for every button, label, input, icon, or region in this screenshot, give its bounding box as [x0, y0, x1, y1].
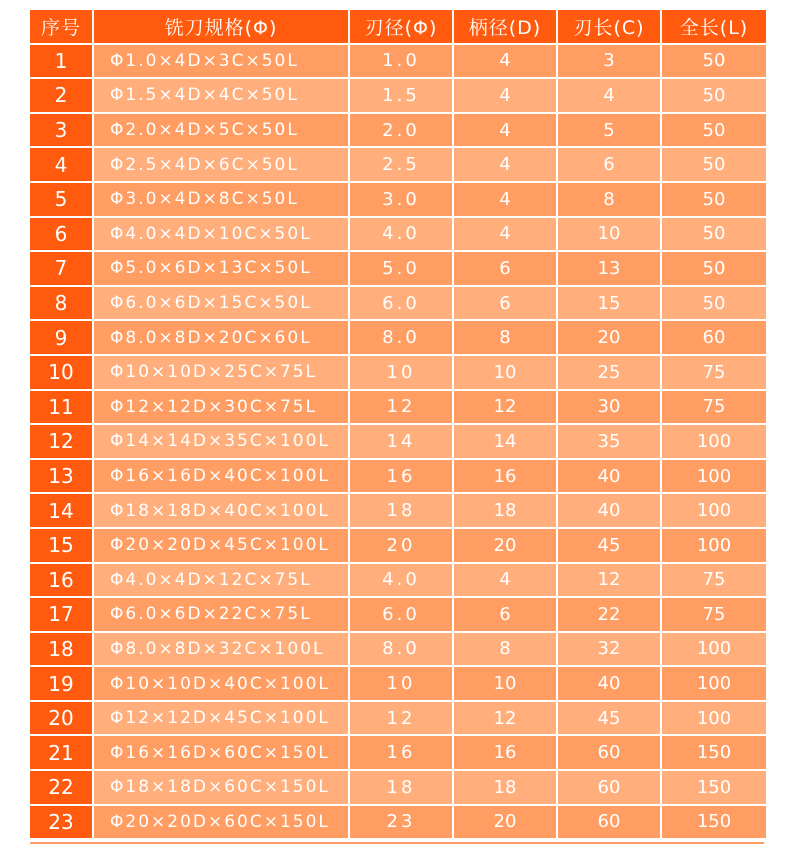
cell-spec: Φ16×16D×60C×150L	[94, 736, 348, 769]
cell-total-length: 100	[662, 494, 766, 527]
cell-total-length: 100	[662, 702, 766, 735]
cell-spec: Φ2.5×4D×6C×50L	[94, 148, 348, 181]
cell-total-length: 100	[662, 460, 766, 493]
table-row	[30, 321, 766, 354]
cell-shank-diameter: 12	[454, 702, 556, 735]
table-row	[30, 425, 766, 458]
cell-total-length: 100	[662, 529, 766, 562]
cell-total-length: 150	[662, 736, 766, 769]
cell-total-length: 150	[662, 771, 766, 804]
cell-blade-diameter: 23	[350, 806, 452, 839]
cell-total-length: 75	[662, 391, 766, 424]
milling-cutter-spec-table	[28, 8, 768, 840]
cell-shank-diameter: 6	[454, 287, 556, 320]
table-row	[30, 114, 766, 147]
table-row	[30, 252, 766, 285]
cell-blade-diameter: 3.0	[350, 183, 452, 216]
cell-shank-diameter: 12	[454, 391, 556, 424]
table-row	[30, 356, 766, 389]
table-row	[30, 771, 766, 804]
cell-spec: Φ14×14D×35C×100L	[94, 425, 348, 458]
header-shank-diameter: 柄径(D)	[454, 10, 556, 43]
cell-shank-diameter: 18	[454, 771, 556, 804]
cell-blade-diameter: 2.0	[350, 114, 452, 147]
table-row	[30, 529, 766, 562]
cell-total-length: 60	[662, 321, 766, 354]
cell-blade-length: 20	[558, 321, 660, 354]
cell-blade-diameter: 10	[350, 667, 452, 700]
cell-spec: Φ4.0×4D×12C×75L	[94, 564, 348, 597]
table-row	[30, 218, 766, 251]
table-row	[30, 564, 766, 597]
cell-shank-diameter: 4	[454, 79, 556, 112]
cell-spec: Φ3.0×4D×8C×50L	[94, 183, 348, 216]
cell-blade-diameter: 1.0	[350, 45, 452, 78]
cell-blade-diameter: 4.0	[350, 218, 452, 251]
header-index: 序号	[30, 10, 92, 43]
cell-blade-diameter: 8.0	[350, 633, 452, 666]
cell-total-length: 50	[662, 287, 766, 320]
cell-spec: Φ1.0×4D×3C×50L	[94, 45, 348, 78]
cell-index: 11	[30, 391, 92, 424]
table-row	[30, 667, 766, 700]
cell-spec: Φ12×12D×30C×75L	[94, 391, 348, 424]
cell-total-length: 75	[662, 356, 766, 389]
cell-spec: Φ16×16D×40C×100L	[94, 460, 348, 493]
cell-blade-length: 32	[558, 633, 660, 666]
cell-shank-diameter: 14	[454, 425, 556, 458]
cell-shank-diameter: 4	[454, 183, 556, 216]
cell-spec: Φ20×20D×60C×150L	[94, 806, 348, 839]
cell-index: 6	[30, 218, 92, 251]
cell-index: 9	[30, 321, 92, 354]
table-row	[30, 702, 766, 735]
table-row	[30, 391, 766, 424]
cell-blade-diameter: 5.0	[350, 252, 452, 285]
table-row	[30, 148, 766, 181]
table-row	[30, 183, 766, 216]
cell-blade-diameter: 12	[350, 391, 452, 424]
table-row	[30, 633, 766, 666]
table-row	[30, 598, 766, 631]
cell-shank-diameter: 4	[454, 114, 556, 147]
cell-index: 4	[30, 148, 92, 181]
cell-blade-length: 15	[558, 287, 660, 320]
cell-shank-diameter: 16	[454, 736, 556, 769]
cell-total-length: 100	[662, 667, 766, 700]
cell-blade-length: 22	[558, 598, 660, 631]
cell-blade-length: 30	[558, 391, 660, 424]
cell-blade-diameter: 4.0	[350, 564, 452, 597]
cell-blade-length: 60	[558, 806, 660, 839]
cell-shank-diameter: 20	[454, 529, 556, 562]
cell-shank-diameter: 4	[454, 564, 556, 597]
table-row	[30, 736, 766, 769]
cell-blade-diameter: 16	[350, 460, 452, 493]
table-row	[30, 79, 766, 112]
cell-spec: Φ18×18D×40C×100L	[94, 494, 348, 527]
table-row	[30, 287, 766, 320]
cell-blade-length: 40	[558, 667, 660, 700]
cell-blade-diameter: 6.0	[350, 598, 452, 631]
cell-spec: Φ10×10D×25C×75L	[94, 356, 348, 389]
cell-blade-diameter: 12	[350, 702, 452, 735]
cell-index: 7	[30, 252, 92, 285]
cell-index: 5	[30, 183, 92, 216]
cell-spec: Φ20×20D×45C×100L	[94, 529, 348, 562]
cell-shank-diameter: 8	[454, 633, 556, 666]
cell-spec: Φ1.5×4D×4C×50L	[94, 79, 348, 112]
cell-blade-diameter: 20	[350, 529, 452, 562]
cell-blade-length: 6	[558, 148, 660, 181]
cell-index: 21	[30, 736, 92, 769]
table-row	[30, 494, 766, 527]
cell-spec: Φ8.0×8D×20C×60L	[94, 321, 348, 354]
cell-spec: Φ18×18D×60C×150L	[94, 771, 348, 804]
cell-index: 13	[30, 460, 92, 493]
cell-index: 23	[30, 806, 92, 839]
cell-shank-diameter: 10	[454, 356, 556, 389]
cell-spec: Φ6.0×6D×22C×75L	[94, 598, 348, 631]
cell-index: 19	[30, 667, 92, 700]
cell-blade-length: 40	[558, 460, 660, 493]
cell-blade-diameter: 8.0	[350, 321, 452, 354]
cell-index: 12	[30, 425, 92, 458]
cell-spec: Φ10×10D×40C×100L	[94, 667, 348, 700]
cell-blade-length: 3	[558, 45, 660, 78]
cell-blade-length: 60	[558, 771, 660, 804]
cell-blade-diameter: 18	[350, 771, 452, 804]
cell-blade-length: 45	[558, 529, 660, 562]
cell-total-length: 50	[662, 218, 766, 251]
cell-shank-diameter: 6	[454, 252, 556, 285]
cell-index: 18	[30, 633, 92, 666]
table-row	[30, 806, 766, 839]
cell-shank-diameter: 16	[454, 460, 556, 493]
cell-index: 15	[30, 529, 92, 562]
cell-blade-length: 40	[558, 494, 660, 527]
header-total-length: 全长(L)	[662, 10, 766, 43]
cell-index: 17	[30, 598, 92, 631]
cell-blade-length: 25	[558, 356, 660, 389]
cell-total-length: 50	[662, 252, 766, 285]
cell-shank-diameter: 18	[454, 494, 556, 527]
cell-total-length: 50	[662, 79, 766, 112]
cell-shank-diameter: 4	[454, 148, 556, 181]
cell-shank-diameter: 8	[454, 321, 556, 354]
bottom-divider	[30, 842, 764, 844]
cell-total-length: 75	[662, 598, 766, 631]
cell-index: 10	[30, 356, 92, 389]
cell-index: 14	[30, 494, 92, 527]
cell-blade-diameter: 1.5	[350, 79, 452, 112]
cell-total-length: 50	[662, 148, 766, 181]
cell-spec: Φ5.0×6D×13C×50L	[94, 252, 348, 285]
cell-total-length: 50	[662, 114, 766, 147]
cell-blade-length: 5	[558, 114, 660, 147]
cell-blade-length: 35	[558, 425, 660, 458]
cell-blade-diameter: 2.5	[350, 148, 452, 181]
table-body	[30, 45, 766, 839]
cell-total-length: 100	[662, 633, 766, 666]
cell-spec: Φ6.0×6D×15C×50L	[94, 287, 348, 320]
cell-blade-length: 10	[558, 218, 660, 251]
cell-blade-diameter: 6.0	[350, 287, 452, 320]
cell-total-length: 75	[662, 564, 766, 597]
cell-spec: Φ12×12D×45C×100L	[94, 702, 348, 735]
cell-blade-length: 8	[558, 183, 660, 216]
cell-blade-length: 12	[558, 564, 660, 597]
cell-blade-diameter: 16	[350, 736, 452, 769]
header-blade-diameter: 刃径(Φ)	[350, 10, 452, 43]
cell-blade-diameter: 10	[350, 356, 452, 389]
table-row	[30, 45, 766, 78]
cell-shank-diameter: 6	[454, 598, 556, 631]
cell-shank-diameter: 4	[454, 218, 556, 251]
cell-spec: Φ4.0×4D×10C×50L	[94, 218, 348, 251]
cell-index: 1	[30, 45, 92, 78]
cell-shank-diameter: 20	[454, 806, 556, 839]
cell-blade-length: 13	[558, 252, 660, 285]
cell-blade-length: 45	[558, 702, 660, 735]
cell-spec: Φ2.0×4D×5C×50L	[94, 114, 348, 147]
header-blade-length: 刃长(C)	[558, 10, 660, 43]
cell-total-length: 150	[662, 806, 766, 839]
cell-index: 8	[30, 287, 92, 320]
cell-blade-length: 4	[558, 79, 660, 112]
cell-total-length: 50	[662, 45, 766, 78]
cell-index: 22	[30, 771, 92, 804]
cell-index: 2	[30, 79, 92, 112]
cell-blade-diameter: 14	[350, 425, 452, 458]
cell-total-length: 100	[662, 425, 766, 458]
cell-blade-diameter: 18	[350, 494, 452, 527]
cell-index: 16	[30, 564, 92, 597]
cell-index: 20	[30, 702, 92, 735]
table-header-row	[30, 10, 766, 43]
cell-spec: Φ8.0×8D×32C×100L	[94, 633, 348, 666]
cell-shank-diameter: 4	[454, 45, 556, 78]
cell-total-length: 50	[662, 183, 766, 216]
cell-shank-diameter: 10	[454, 667, 556, 700]
header-spec: 铣刀规格(Φ)	[94, 10, 348, 43]
table-row	[30, 460, 766, 493]
cell-blade-length: 60	[558, 736, 660, 769]
cell-index: 3	[30, 114, 92, 147]
